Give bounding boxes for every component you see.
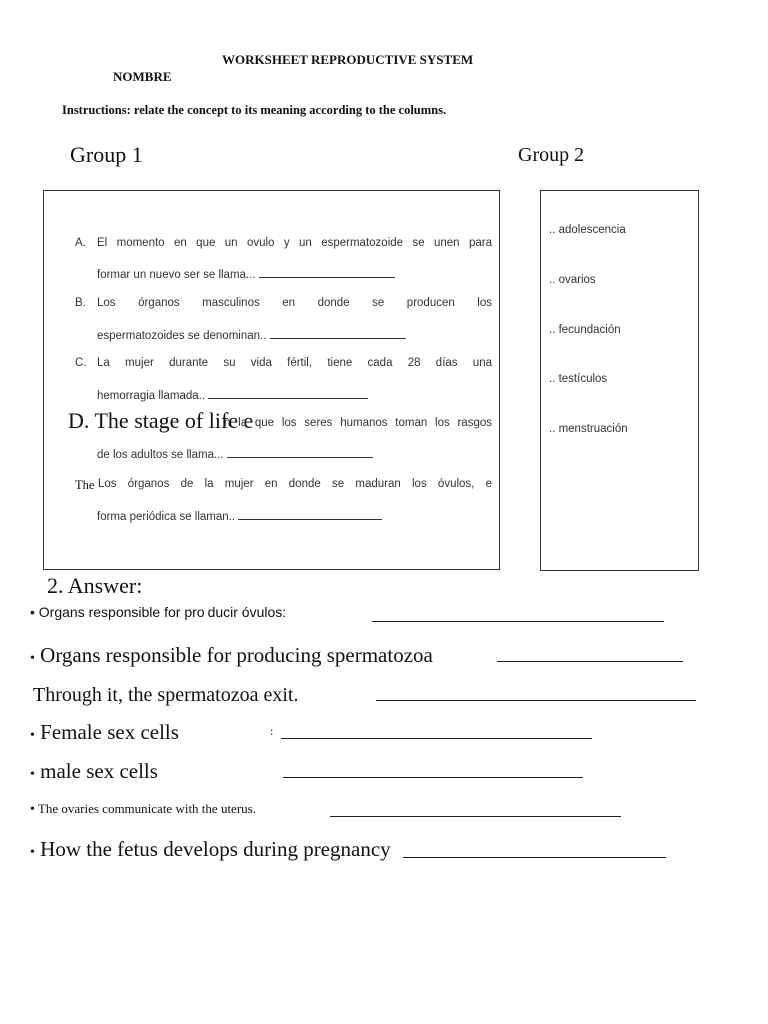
answer-item-4-bullet: • bbox=[30, 728, 35, 743]
question-e-text: forma periódica se llaman.. bbox=[97, 511, 236, 523]
question-e-line1: Los órganos de la mujer en donde se maduran los óvulos, e bbox=[98, 478, 492, 490]
answer-item-2-text: Organs responsible for producing spermatozoa bbox=[40, 643, 433, 667]
group1-title: Group 1 bbox=[70, 142, 143, 167]
answer-item-4-text: Female sex cells bbox=[40, 720, 179, 744]
question-e-overlay: The bbox=[75, 478, 95, 492]
question-b-blank[interactable] bbox=[270, 328, 406, 339]
question-a-letter: A. bbox=[75, 237, 86, 249]
option-ovarios: .. ovarios bbox=[549, 274, 596, 286]
option-menstruacion: .. menstruación bbox=[549, 423, 628, 435]
question-d-overlay: D. The stage of life e bbox=[68, 408, 254, 433]
answer-item-3-text: Through it, the spermatozoa exit. bbox=[33, 684, 299, 706]
answer-item-2-bullet: • bbox=[30, 651, 35, 666]
answer-item-5 bbox=[30, 759, 158, 784]
question-c-line2 bbox=[97, 388, 368, 402]
worksheet-title: WORKSHEET REPRODUCTIVE SYSTEM bbox=[222, 52, 474, 67]
answer-item-4-colon: : bbox=[270, 724, 274, 738]
answer-item-6 bbox=[30, 801, 256, 818]
answer-item-1-text2: ducir óvulos: bbox=[207, 604, 287, 620]
answer-item-4 bbox=[30, 720, 179, 745]
answer-item-6-text: The ovaries communicate with the uterus. bbox=[37, 801, 256, 816]
question-d-text: de los adultos se llama... bbox=[97, 449, 224, 461]
option-adolescencia: .. adolescencia bbox=[549, 224, 626, 236]
question-d-line1: n la que los seres humanos toman los rasgos bbox=[224, 417, 492, 429]
answer-section-title: 2. Answer: bbox=[47, 573, 143, 598]
question-e-line2 bbox=[97, 509, 382, 523]
answer-item-5-text: male sex cells bbox=[40, 759, 158, 783]
answer-item-5-bullet: • bbox=[30, 767, 35, 782]
answer-item-3 bbox=[33, 684, 298, 707]
answer-item-1-bullet: • bbox=[30, 604, 35, 620]
answer-line-2[interactable] bbox=[497, 661, 683, 662]
answer-line-1[interactable] bbox=[372, 621, 664, 622]
question-c-letter: C. bbox=[75, 357, 87, 369]
question-e-blank[interactable] bbox=[238, 509, 382, 520]
answer-item-7-bullet: • bbox=[30, 845, 35, 860]
answer-line-3[interactable] bbox=[376, 700, 696, 701]
instructions: Instructions: relate the concept to its meaning according to the columns. bbox=[62, 103, 447, 117]
answer-line-5[interactable] bbox=[283, 777, 583, 778]
answer-item-1-text: Organs responsible for pro bbox=[38, 604, 205, 620]
question-c-line1: La mujer durante su vida fértil, tiene cada 28 días una bbox=[97, 357, 492, 369]
question-b-letter: B. bbox=[75, 297, 86, 309]
question-d-line2 bbox=[97, 447, 373, 461]
question-b-line2 bbox=[97, 328, 406, 342]
question-b-line1: Los órganos masculinos en donde se producen los bbox=[97, 297, 492, 309]
answer-item-6-bullet: • bbox=[30, 802, 35, 817]
answer-line-4[interactable] bbox=[281, 738, 592, 739]
question-d-blank[interactable] bbox=[227, 447, 373, 458]
question-a-line2 bbox=[97, 267, 395, 281]
question-a-text: formar un nuevo ser se llama... bbox=[97, 269, 256, 281]
question-a-line1: El momento en que un ovulo y un espermatozoide se unen para bbox=[97, 237, 492, 249]
answer-line-7[interactable] bbox=[403, 857, 666, 858]
answer-item-2 bbox=[30, 643, 433, 668]
question-c-text: hemorragia llamada.. bbox=[97, 390, 206, 402]
answer-item-7 bbox=[30, 837, 391, 862]
question-c-blank[interactable] bbox=[208, 388, 368, 399]
option-fecundacion: .. fecundación bbox=[549, 324, 621, 336]
group2-title: Group 2 bbox=[518, 144, 585, 166]
name-label: NOMBRE bbox=[113, 69, 172, 84]
answer-item-7-text: How the fetus develops during pregnancy bbox=[40, 837, 391, 861]
question-a-blank[interactable] bbox=[259, 267, 395, 278]
option-testiculos: .. testículos bbox=[549, 373, 608, 385]
answer-item-1 bbox=[30, 604, 286, 620]
question-b-text: espermatozoides se denominan.. bbox=[97, 330, 267, 342]
answer-line-6[interactable] bbox=[330, 816, 621, 817]
